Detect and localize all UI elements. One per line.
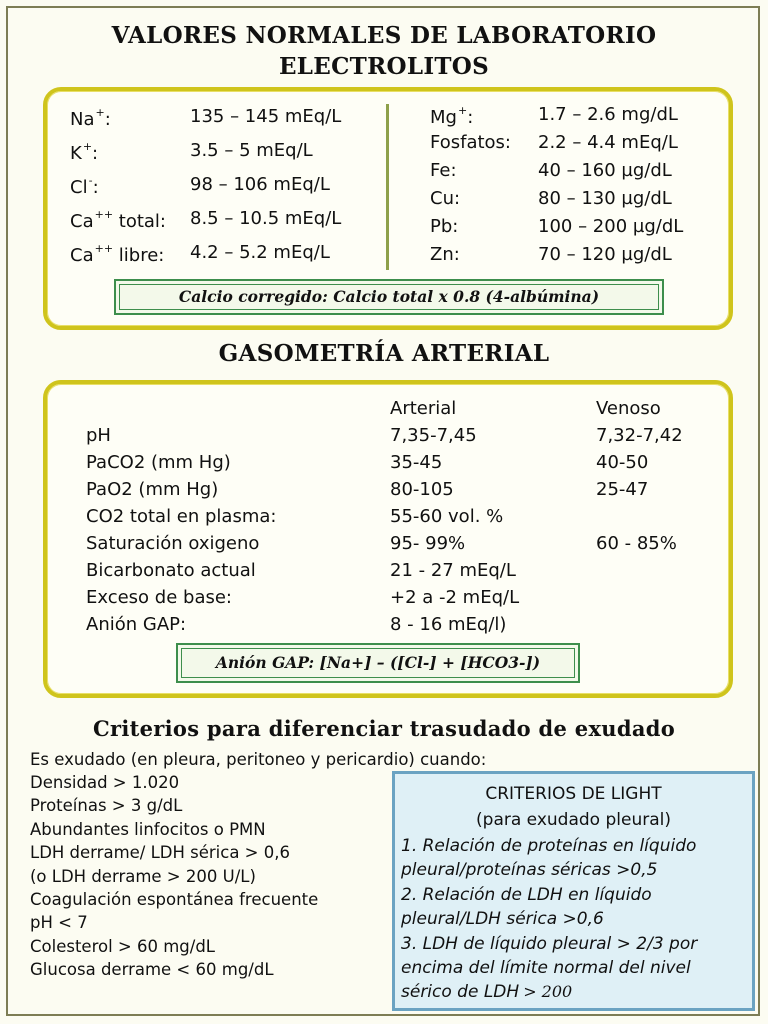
- electrolyte-right-value: 80 – 130 µg/dL: [538, 188, 672, 209]
- electrolyte-right-value: 40 – 160 µg/dL: [538, 160, 672, 181]
- gas-arterial-value: 7,35-7,45: [390, 425, 477, 446]
- electrolyte-left-superscript: -: [88, 174, 93, 187]
- criterio-item: Proteínas > 3 g/dL: [30, 796, 183, 816]
- header-venoso: Venoso: [596, 398, 661, 419]
- electrolyte-left-superscript: +: [82, 140, 93, 153]
- light-line: 3. LDH de líquido pleural > 2/3 por: [401, 933, 698, 954]
- criterio-item: pH < 7: [30, 913, 88, 933]
- section-title-gasometria: GASOMETRÍA ARTERIAL: [218, 340, 550, 367]
- gas-venoso-value: 7,32-7,42: [596, 425, 683, 446]
- electrolyte-left-superscript: ++: [94, 208, 114, 221]
- electrolyte-left-value: 8.5 – 10.5 mEq/L: [190, 208, 342, 229]
- gas-venoso-value: 60 - 85%: [596, 533, 677, 554]
- gas-arterial-value: 95- 99%: [390, 533, 466, 554]
- light-line: pleural/LDH sérica >0,6: [401, 909, 604, 930]
- light-line: pleural/proteínas séricas >0,5: [401, 860, 658, 881]
- gas-arterial-value: 21 - 27 mEq/L: [390, 560, 516, 581]
- electrolyte-right-label: Cu:: [430, 188, 461, 209]
- criterio-item: Abundantes linfocitos o PMN: [30, 819, 266, 839]
- electrolyte-right-value: 1.7 – 2.6 mg/dL: [538, 104, 678, 125]
- electrolyte-left-superscript: ++: [94, 242, 114, 255]
- electrolyte-left-label: Ca++ total:: [70, 208, 166, 232]
- electrolyte-left-value: 98 – 106 mEq/L: [190, 174, 330, 195]
- header-arterial: Arterial: [390, 398, 457, 419]
- anion-gap-formula: [176, 643, 580, 683]
- electrolyte-left-value: 3.5 – 5 mEq/L: [190, 140, 313, 161]
- electrolyte-right-label: Fe:: [430, 160, 457, 181]
- gas-arterial-value: 55-60 vol. %: [390, 506, 504, 527]
- gas-param: Anión GAP:: [86, 614, 187, 635]
- criterio-item: Glucosa derrame < 60 mg/dL: [30, 960, 274, 980]
- electrolyte-left-label: Na+:: [70, 106, 111, 130]
- electrolyte-left-superscript: +: [95, 106, 105, 119]
- gas-param: Bicarbonato actual: [86, 560, 256, 581]
- electrolyte-right-value: 100 – 200 µg/dL: [538, 216, 684, 237]
- electrolyte-right-label: Mg+:: [430, 104, 474, 128]
- calcio-corregido-formula: Calcio corregido: Calcio total x 0.8 (4-albúmina): [114, 279, 664, 315]
- section-title-electrolitos: ELECTROLITOS: [278, 53, 490, 80]
- gas-arterial-value: 8 - 16 mEq/l): [390, 614, 507, 635]
- light-subtitle: (para exudado pleural): [476, 810, 671, 830]
- criterio-item: Coagulación espontánea frecuente: [30, 890, 319, 909]
- electrolyte-left-value: 4.2 – 5.2 mEq/L: [190, 242, 330, 263]
- gas-arterial-value: +2 a -2 mEq/L: [390, 587, 520, 608]
- gas-venoso-value: 40-50: [596, 452, 649, 473]
- criterio-item: Densidad > 1.020: [30, 773, 180, 792]
- light-line: encima del límite normal del nivel: [401, 958, 691, 978]
- section-title-criterios: Criterios para diferenciar trasudado de exudado: [92, 716, 676, 741]
- criterio-item: LDH derrame/ LDH sérica > 0,6: [30, 843, 290, 863]
- gas-venoso-value: 25-47: [596, 479, 649, 500]
- electrolyte-right-value: 2.2 – 4.4 mEq/L: [538, 132, 678, 153]
- handwritten-note: > 200: [523, 982, 573, 1002]
- criterios-intro: Es exudado (en pleura, peritoneo y pericardio) cuando:: [30, 750, 487, 769]
- page-title: VALORES NORMALES DE LABORATORIO: [111, 22, 657, 49]
- electrolyte-right-label: Zn:: [430, 244, 460, 265]
- electrolyte-right-label: Pb:: [430, 216, 459, 237]
- electrolyte-right-superscript: +: [457, 104, 468, 117]
- light-title: CRITERIOS DE LIGHT: [485, 784, 662, 804]
- gas-param: Saturación oxigeno: [86, 533, 260, 554]
- gas-param: pH: [86, 425, 111, 446]
- criterio-item: (o LDH derrame > 200 U/L): [30, 866, 256, 886]
- gas-param: PaO2 (mm Hg): [86, 479, 219, 500]
- gas-arterial-value: 35-45: [390, 452, 443, 473]
- criterio-item: Colesterol > 60 mg/dL: [30, 936, 215, 956]
- gas-param: PaCO2 (mm Hg): [86, 452, 231, 473]
- light-line: 1. Relación de proteínas en líquido: [401, 836, 697, 856]
- column-divider: [386, 104, 389, 270]
- anion-gap-formula-text: Anión GAP: [Na+] – ([Cl-] + [HCO3-]): [215, 653, 541, 672]
- electrolyte-left-label: Ca++ libre:: [70, 242, 165, 266]
- electrolyte-right-label: Fosfatos:: [430, 132, 511, 153]
- gas-param: Exceso de base:: [86, 587, 232, 608]
- electrolyte-left-label: K+:: [70, 140, 99, 164]
- electrolyte-right-value: 70 – 120 µg/dL: [538, 244, 672, 265]
- electrolyte-left-label: Cl-:: [70, 174, 99, 198]
- light-line: sérico de LDH > 200: [401, 982, 573, 1003]
- gas-param: CO2 total en plasma:: [86, 506, 277, 527]
- criterios-de-light-panel: [392, 771, 755, 1011]
- electrolyte-left-value: 135 – 145 mEq/L: [190, 106, 342, 127]
- light-line: 2. Relación de LDH en líquido: [401, 884, 652, 905]
- gas-arterial-value: 80-105: [390, 479, 454, 500]
